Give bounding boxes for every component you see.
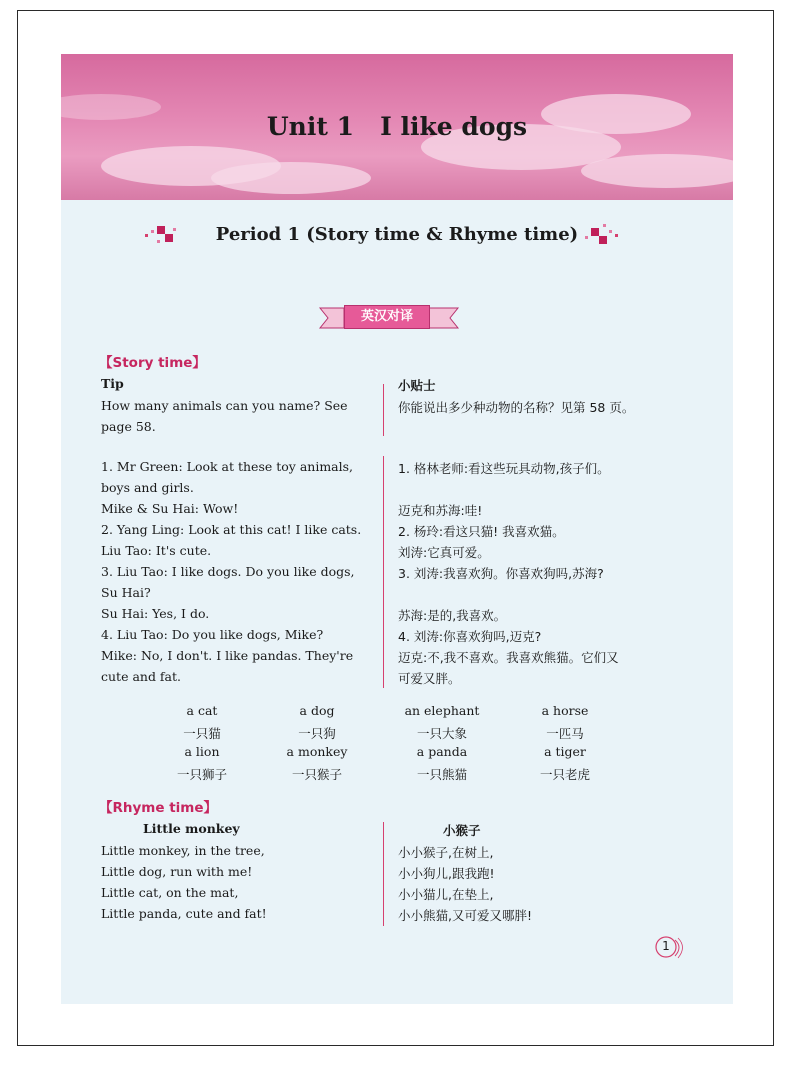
story-line-en: boys and girls. <box>101 480 194 495</box>
story-line-en: 1. Mr Green: Look at these toy animals, <box>101 459 354 474</box>
book-page <box>61 54 733 1004</box>
vocab-en: a cat <box>186 703 218 718</box>
vocab-zh: 一只老虎 <box>539 767 590 782</box>
story-line-en: 4. Liu Tao: Do you like dogs, Mike? <box>101 627 324 642</box>
story-line-en: 2. Yang Ling: Look at this cat! I like cats. <box>101 522 362 537</box>
story-line-zh: 苏海:是的,我喜欢。 <box>398 608 507 623</box>
vocab-en: a horse <box>541 703 589 718</box>
rhyme-time-header: 【Rhyme time】 <box>99 800 218 816</box>
story-line-en: Su Hai: Yes, I do. <box>101 606 210 621</box>
story-line-zh: 迈克和苏海:哇! <box>398 503 483 518</box>
story-divider <box>383 456 384 688</box>
story-line-zh: 2. 杨玲:看这只猫! 我喜欢猫。 <box>398 524 565 539</box>
story-line-zh: 1. 格林老师:看这些玩具动物,孩子们。 <box>398 461 610 476</box>
vocab-zh: 一只狮子 <box>176 767 227 782</box>
vocab-zh: 一只大象 <box>416 726 467 741</box>
tip-line-en: page 58. <box>101 419 156 434</box>
story-line-zh: 可爱又胖。 <box>398 671 461 686</box>
rhyme-line-en: Little monkey, in the tree, <box>101 843 265 858</box>
rhyme-title-zh: 小猴子 <box>443 823 481 838</box>
vocab-en: a lion <box>184 744 220 759</box>
page-number-label: 1 <box>662 939 670 953</box>
story-line-zh: 4. 刘涛:你喜欢狗吗,迈克? <box>398 629 542 644</box>
tip-line-en: How many animals can you name? See <box>101 398 348 413</box>
unit-title: Unit 1 I like dogs <box>266 112 528 141</box>
page-number <box>653 932 683 962</box>
story-line-en: Mike & Su Hai: Wow! <box>101 501 239 516</box>
vocab-zh: 一只狗 <box>298 726 336 741</box>
story-line-zh: 刘涛:它真可爱。 <box>398 545 490 560</box>
vocab-zh: 一只猴子 <box>291 767 342 782</box>
vocab-zh: 一匹马 <box>546 726 584 741</box>
rhyme-line-zh: 小小狗儿,跟我跑! <box>398 866 495 881</box>
rhyme-line-en: Little dog, run with me! <box>101 864 253 879</box>
story-time-header: 【Story time】 <box>99 355 206 371</box>
tip-title-zh: 小贴士 <box>398 378 436 393</box>
vocab-en: a panda <box>416 744 468 759</box>
vocab-en: a dog <box>299 703 335 718</box>
story-line-en: Su Hai? <box>101 585 151 600</box>
vocab-en: a tiger <box>544 744 586 759</box>
rhyme-divider <box>383 822 384 926</box>
story-line-en: 3. Liu Tao: I like dogs. Do you like dogs, <box>101 564 355 579</box>
rhyme-line-en: Little panda, cute and fat! <box>101 906 267 921</box>
rhyme-title-en: Little monkey <box>143 821 240 836</box>
story-line-zh: 3. 刘涛:我喜欢狗。你喜欢狗吗,苏海? <box>398 566 604 581</box>
tip-line-zh: 你能说出多少种动物的名称？见第 58 页。 <box>398 400 635 415</box>
tip-divider <box>383 384 384 436</box>
rhyme-line-en: Little cat, on the mat, <box>101 885 239 900</box>
story-line-en: cute and fat. <box>101 669 181 684</box>
rhyme-line-zh: 小小猴子,在树上, <box>398 845 494 860</box>
title-banner <box>61 54 733 200</box>
story-line-en: Liu Tao: It's cute. <box>101 543 212 558</box>
badge-label: 英汉对译 <box>344 305 430 329</box>
story-line-en: Mike: No, I don't. I like pandas. They're <box>101 648 354 663</box>
period-title: Period 1 (Story time & Rhyme time) <box>215 224 579 245</box>
rhyme-line-zh: 小小熊猫,又可爱又哪胖! <box>398 908 532 923</box>
vocab-en: a monkey <box>286 744 348 759</box>
tip-title-en: Tip <box>101 376 124 391</box>
vocab-zh: 一只猫 <box>183 726 221 741</box>
story-line-zh: 迈克:不,我不喜欢。我喜欢熊猫。它们又 <box>398 650 619 665</box>
vocab-zh: 一只熊猫 <box>416 767 467 782</box>
rhyme-line-zh: 小小猫儿,在垫上, <box>398 887 494 902</box>
vocab-en: an elephant <box>404 703 480 718</box>
translation-badge <box>314 300 464 334</box>
right-pixel-decoration-icon <box>581 222 621 248</box>
